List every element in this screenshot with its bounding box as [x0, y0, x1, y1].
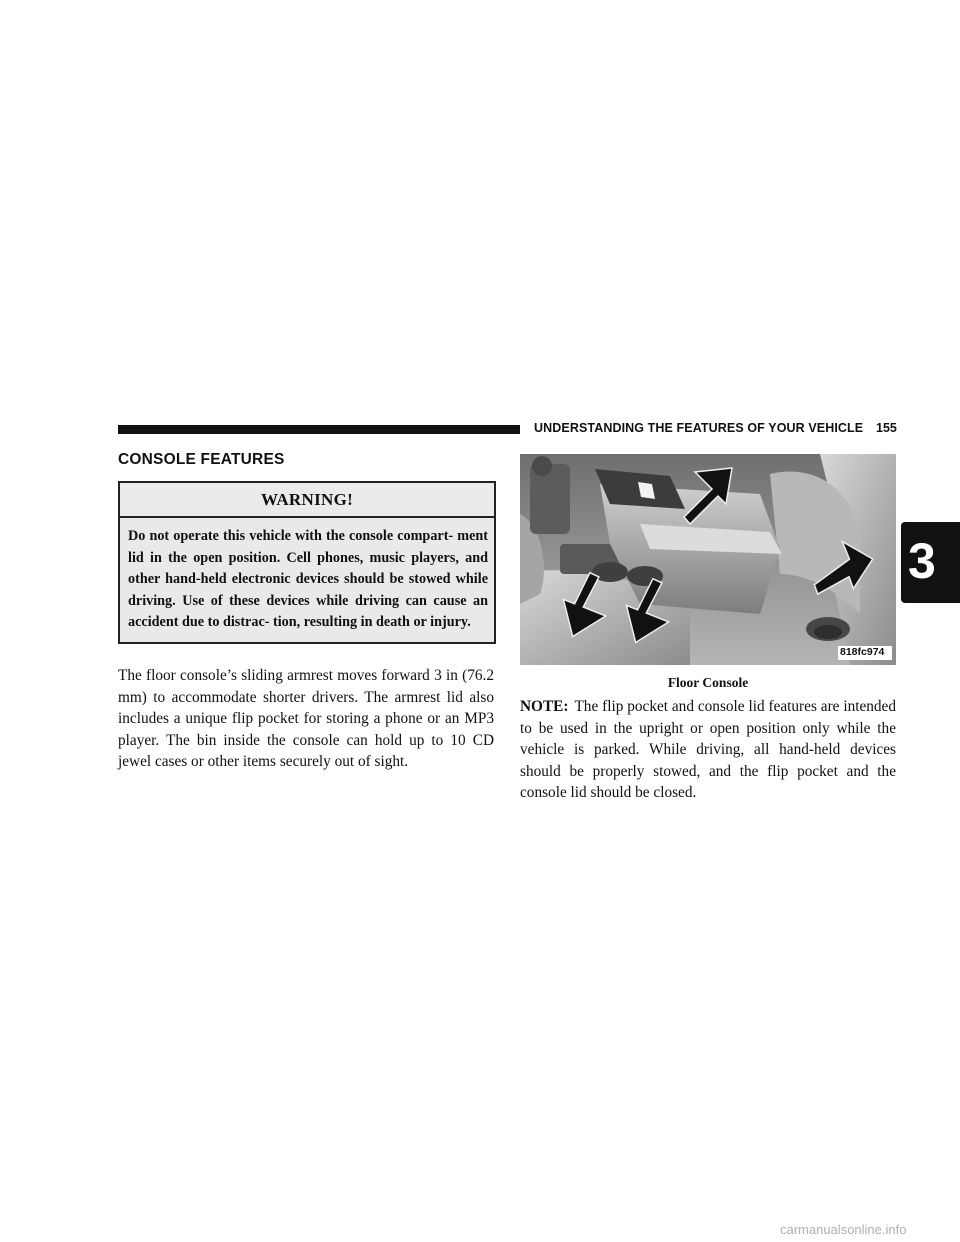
note-paragraph [520, 696, 896, 804]
running-header: UNDERSTANDING THE FEATURES OF YOUR VEHICLE [534, 421, 864, 435]
warning-text: Do not operate this vehicle with the console compart- ment lid in the open position. Cell phones, music players, and other hand-held electronic devices should be stowed while driving. Use of these devices while driving can cause an accident due to distrac- tion, resulting in death or injury. [128, 528, 488, 630]
console-illustration [520, 454, 896, 665]
watermark: carmanualsonline.info [780, 1222, 907, 1237]
figure-code: 818fc974 [840, 646, 885, 658]
chapter-number: 3 [908, 533, 936, 589]
figure-caption: Floor Console [667, 675, 749, 690]
floor-console-photo [520, 454, 896, 665]
note-label: NOTE: [520, 698, 569, 715]
header-rule [118, 425, 520, 434]
note-text: The flip pocket and console lid features are intended to be used in the upright or open position only while the vehicle is parked. While driving, all hand-held devices should be properly stowed, and the flip pocket and the console lid should be closed. [520, 698, 896, 801]
section-title: CONSOLE FEATURES [118, 451, 285, 468]
warning-box [118, 481, 496, 644]
page-number: 155 [876, 421, 897, 435]
warning-heading: WARNING! [120, 483, 494, 518]
body-paragraph: The floor console’s sliding armrest moves forward 3 in (76.2 mm) to accommodate shorter drivers. The armrest lid also includes a unique flip pocket for storing a phone or an MP3 player. The bin inside the console can hold up to 10 CD jewel cases or other items securely out of sight. [118, 667, 494, 770]
